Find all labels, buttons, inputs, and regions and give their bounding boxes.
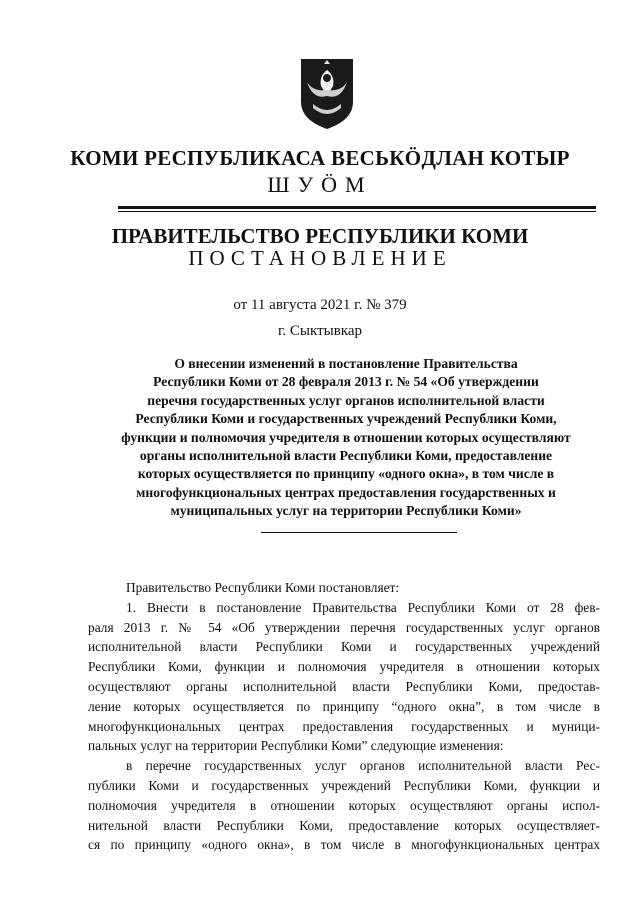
document-city: г. Сыктывкар: [277, 323, 363, 339]
document-subject: [96, 355, 596, 521]
body-line: полномочия учредителя в отношении которых осуществляют органы испол-: [88, 797, 600, 813]
body-line: Правительство Республики Коми постановляет:: [126, 580, 400, 595]
komi-doc-type: ШУӦМ: [267, 172, 373, 197]
rus-doc-type: ПОСТАНОВЛЕНИЕ: [188, 246, 452, 270]
body-line: исполнительной власти Республики Коми и государственных учреждений: [88, 639, 600, 655]
body-line: в перечне государственных услуг органов исполнительной власти Рес-: [126, 758, 600, 774]
subject-line: перечня государственных услуг органов исполнительной власти: [147, 392, 545, 408]
body-line: раля 2013 г. № 54 «Об утверждении перечня государственных услуг органов: [88, 619, 600, 635]
body-line: ление которых осуществляется по принципу “одного окна”, в том числе в: [88, 698, 600, 714]
subject-line: органы исполнительной власти Республики Коми, предоставление: [139, 448, 553, 464]
body-line: Республики Коми, функции и полномочия учредителя в отношении которых: [88, 659, 600, 675]
body-line: публики Коми и государственных учреждений Республики Коми, функции и: [88, 777, 600, 793]
body-line: 1. Внести в постановление Правительства Республики Коми от 28 фев-: [126, 599, 600, 615]
rus-org-title: ПРАВИТЕЛЬСТВО РЕСПУБЛИКИ КОМИ: [111, 224, 529, 248]
body-line: пальных услуг на территории Республики Коми” следующие изменения:: [88, 738, 504, 754]
subject-line: которых осуществляется по принципу «одного окна», в том числе в: [137, 466, 555, 482]
komi-org-title: КОМИ РЕСПУБЛИКАСА ВЕСЬКӦДЛАН КОТЫР: [70, 146, 570, 170]
body-line: нительной власти Республики Коми, предоставление которых осуществляет-: [88, 817, 600, 833]
document-date: от 11 августа 2021 г. № 379: [233, 297, 407, 313]
subject-line: муниципальных услуг на территории Республики Коми»: [170, 503, 522, 519]
document-body: [88, 578, 600, 855]
body-line: осуществляют органы исполнительной власти Республики Коми, предостав-: [88, 678, 600, 694]
header-divider-thin: [118, 211, 596, 212]
subject-line: О внесении изменений в постановление Правительства: [174, 356, 518, 371]
komi-coat-of-arms-icon: [298, 56, 356, 132]
subject-separator: [261, 532, 457, 533]
header-divider-thick: [118, 206, 596, 209]
subject-line: Республики Коми и государственных учреждений Республики Коми,: [135, 411, 557, 427]
subject-line: многофункциональных центрах предоставления государственных и: [136, 484, 556, 500]
subject-line: функции и полномочия учредителя в отношении которых осуществляют: [121, 429, 571, 445]
subject-line: Республики Коми от 28 февраля 2013 г. № 54 «Об утверждении: [153, 374, 539, 390]
body-line: ся по принципу «одного окна», в том числе в многофункциональных центрах: [88, 837, 600, 853]
body-line: многофункциональных центрах предоставления государственных и муници-: [88, 718, 600, 734]
